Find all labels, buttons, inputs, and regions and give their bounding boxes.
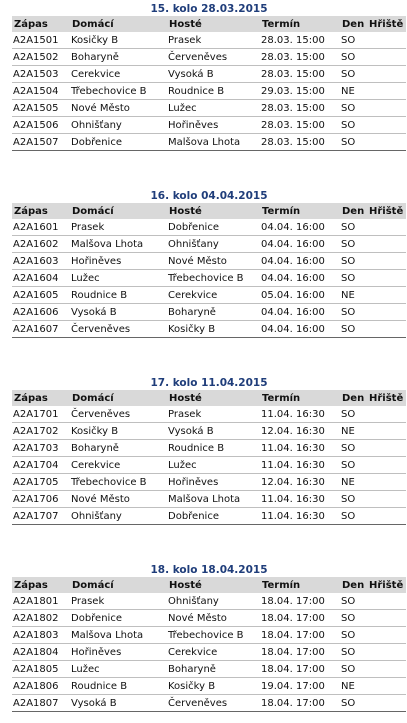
table-row [12,117,406,134]
date-time-cell: 04.04. 16:00 [260,321,340,338]
day-cell: SO [340,627,367,644]
away-team-cell: Třebechovice B [167,627,260,644]
date-time-cell: 28.03. 15:00 [260,49,340,66]
match-id-cell: A2A1807 [12,695,70,712]
venue-cell [367,457,406,474]
column-header-date: Termín [260,203,340,219]
round-title: 16. kolo 04.04.2015 [150,190,268,202]
away-team-cell: Prasek [167,32,260,49]
header-row [12,577,406,593]
column-header-home: Domácí [70,390,167,406]
venue-cell [367,406,406,423]
away-team-cell: Hořiněves [167,474,260,491]
date-time-cell: 18.04. 17:00 [260,627,340,644]
venue-cell [367,253,406,270]
day-cell: NE [340,83,367,100]
day-cell: SO [340,253,367,270]
date-time-cell: 18.04. 17:00 [260,644,340,661]
away-team-cell: Nové Město [167,253,260,270]
column-header-venue: Hřiště [367,203,406,219]
table-row [12,508,406,525]
table-row [12,610,406,627]
date-time-cell: 11.04. 16:30 [260,457,340,474]
away-team-cell: Malšova Lhota [167,134,260,151]
away-team-cell: Cerekvice [167,644,260,661]
match-id-cell: A2A1702 [12,423,70,440]
home-team-cell: Prasek [70,219,167,236]
column-header-venue: Hřiště [367,390,406,406]
match-id-cell: A2A1603 [12,253,70,270]
venue-cell [367,474,406,491]
column-header-home: Domácí [70,203,167,219]
away-team-cell: Cerekvice [167,287,260,304]
venue-cell [367,610,406,627]
home-team-cell: Ohnišťany [70,508,167,525]
table-row [12,491,406,508]
table-row [12,627,406,644]
match-id-cell: A2A1604 [12,270,70,287]
column-header-away: Hosté [167,16,260,32]
venue-cell [367,66,406,83]
home-team-cell: Třebechovice B [70,474,167,491]
table-row [12,695,406,712]
match-id-cell: A2A1502 [12,49,70,66]
away-team-cell: Červeněves [167,49,260,66]
date-time-cell: 18.04. 17:00 [260,593,340,610]
date-time-cell: 18.04. 17:00 [260,661,340,678]
column-header-match: Zápas [12,203,70,219]
day-cell: SO [340,406,367,423]
day-cell: SO [340,66,367,83]
venue-cell [367,695,406,712]
table-row [12,270,406,287]
day-cell: SO [340,236,367,253]
match-id-cell: A2A1601 [12,219,70,236]
match-id-cell: A2A1506 [12,117,70,134]
venue-cell [367,321,406,338]
match-id-cell: A2A1707 [12,508,70,525]
table-row [12,32,406,49]
column-header-home: Domácí [70,577,167,593]
column-header-day: Den [340,16,367,32]
venue-cell [367,678,406,695]
round-section [12,3,406,151]
venue-cell [367,440,406,457]
date-time-cell: 12.04. 16:30 [260,474,340,491]
column-header-venue: Hřiště [367,577,406,593]
home-team-cell: Boharyně [70,440,167,457]
match-id-cell: A2A1701 [12,406,70,423]
away-team-cell: Boharyně [167,661,260,678]
day-cell: SO [340,134,367,151]
venue-cell [367,236,406,253]
round-title: 15. kolo 28.03.2015 [150,3,268,15]
date-time-cell: 28.03. 15:00 [260,66,340,83]
match-id-cell: A2A1704 [12,457,70,474]
away-team-cell: Roudnice B [167,440,260,457]
home-team-cell: Lužec [70,661,167,678]
day-cell: NE [340,678,367,695]
date-time-cell: 18.04. 17:00 [260,695,340,712]
day-cell: SO [340,508,367,525]
home-team-cell: Dobřenice [70,134,167,151]
match-id-cell: A2A1606 [12,304,70,321]
table-row [12,134,406,151]
away-team-cell: Roudnice B [167,83,260,100]
header-row [12,16,406,32]
match-id-cell: A2A1504 [12,83,70,100]
column-header-match: Zápas [12,16,70,32]
header-row [12,203,406,219]
away-team-cell: Malšova Lhota [167,491,260,508]
match-id-cell: A2A1507 [12,134,70,151]
home-team-cell: Červeněves [70,406,167,423]
day-cell: SO [340,644,367,661]
day-cell: SO [340,440,367,457]
round-title: 17. kolo 11.04.2015 [150,377,268,389]
date-time-cell: 12.04. 16:30 [260,423,340,440]
away-team-cell: Dobřenice [167,508,260,525]
date-time-cell: 11.04. 16:30 [260,508,340,525]
round-section [12,564,406,712]
match-id-cell: A2A1706 [12,491,70,508]
table-row [12,457,406,474]
venue-cell [367,593,406,610]
home-team-cell: Prasek [70,593,167,610]
day-cell: SO [340,695,367,712]
away-team-cell: Nové Město [167,610,260,627]
table-row [12,474,406,491]
date-time-cell: 04.04. 16:00 [260,253,340,270]
table-row [12,253,406,270]
home-team-cell: Malšova Lhota [70,236,167,253]
day-cell: SO [340,117,367,134]
table-row [12,49,406,66]
column-header-away: Hosté [167,390,260,406]
day-cell: SO [340,49,367,66]
day-cell: SO [340,321,367,338]
match-id-cell: A2A1703 [12,440,70,457]
date-time-cell: 28.03. 15:00 [260,117,340,134]
column-header-day: Den [340,203,367,219]
column-header-day: Den [340,577,367,593]
home-team-cell: Vysoká B [70,695,167,712]
date-time-cell: 19.04. 17:00 [260,678,340,695]
away-team-cell: Ohnišťany [167,593,260,610]
home-team-cell: Kosičky B [70,423,167,440]
home-team-cell: Ohnišťany [70,117,167,134]
round-section [12,377,406,525]
date-time-cell: 11.04. 16:30 [260,406,340,423]
column-header-day: Den [340,390,367,406]
venue-cell [367,117,406,134]
venue-cell [367,304,406,321]
schedule-table [12,577,406,712]
table-row [12,236,406,253]
table-row [12,66,406,83]
home-team-cell: Roudnice B [70,287,167,304]
day-cell: SO [340,219,367,236]
venue-cell [367,508,406,525]
day-cell: NE [340,423,367,440]
venue-cell [367,134,406,151]
day-cell: SO [340,457,367,474]
day-cell: SO [340,100,367,117]
table-row [12,440,406,457]
away-team-cell: Hořiněves [167,117,260,134]
home-team-cell: Nové Město [70,491,167,508]
round-title: 18. kolo 18.04.2015 [150,564,268,576]
home-team-cell: Vysoká B [70,304,167,321]
header-row [12,390,406,406]
table-row [12,304,406,321]
away-team-cell: Ohnišťany [167,236,260,253]
table-row [12,219,406,236]
match-id-cell: A2A1802 [12,610,70,627]
table-row [12,644,406,661]
away-team-cell: Vysoká B [167,66,260,83]
date-time-cell: 04.04. 16:00 [260,219,340,236]
match-id-cell: A2A1607 [12,321,70,338]
table-row [12,593,406,610]
match-id-cell: A2A1505 [12,100,70,117]
date-time-cell: 11.04. 16:30 [260,491,340,508]
venue-cell [367,491,406,508]
column-header-home: Domácí [70,16,167,32]
away-team-cell: Červeněves [167,695,260,712]
away-team-cell: Prasek [167,406,260,423]
date-time-cell: 04.04. 16:00 [260,304,340,321]
table-row [12,321,406,338]
day-cell: SO [340,610,367,627]
column-header-date: Termín [260,390,340,406]
column-header-away: Hosté [167,203,260,219]
venue-cell [367,423,406,440]
venue-cell [367,49,406,66]
date-time-cell: 04.04. 16:00 [260,270,340,287]
away-team-cell: Kosičky B [167,678,260,695]
day-cell: SO [340,661,367,678]
venue-cell [367,32,406,49]
venue-cell [367,644,406,661]
column-header-match: Zápas [12,390,70,406]
day-cell: SO [340,32,367,49]
match-id-cell: A2A1805 [12,661,70,678]
table-row [12,83,406,100]
home-team-cell: Lužec [70,270,167,287]
table-row [12,287,406,304]
table-row [12,678,406,695]
date-time-cell: 29.03. 15:00 [260,83,340,100]
home-team-cell: Kosičky B [70,32,167,49]
home-team-cell: Malšova Lhota [70,627,167,644]
day-cell: SO [340,491,367,508]
schedule-table [12,203,406,338]
home-team-cell: Roudnice B [70,678,167,695]
home-team-cell: Nové Město [70,100,167,117]
match-id-cell: A2A1804 [12,644,70,661]
away-team-cell: Lužec [167,100,260,117]
home-team-cell: Hořiněves [70,644,167,661]
venue-cell [367,100,406,117]
round-section [12,190,406,338]
venue-cell [367,83,406,100]
column-header-away: Hosté [167,577,260,593]
match-id-cell: A2A1503 [12,66,70,83]
match-id-cell: A2A1801 [12,593,70,610]
match-id-cell: A2A1705 [12,474,70,491]
away-team-cell: Dobřenice [167,219,260,236]
date-time-cell: 11.04. 16:30 [260,440,340,457]
match-id-cell: A2A1501 [12,32,70,49]
date-time-cell: 28.03. 15:00 [260,134,340,151]
home-team-cell: Cerekvice [70,66,167,83]
match-id-cell: A2A1803 [12,627,70,644]
date-time-cell: 28.03. 15:00 [260,100,340,117]
date-time-cell: 04.04. 16:00 [260,236,340,253]
venue-cell [367,219,406,236]
venue-cell [367,627,406,644]
column-header-match: Zápas [12,577,70,593]
table-row [12,406,406,423]
date-time-cell: 05.04. 16:00 [260,287,340,304]
home-team-cell: Dobřenice [70,610,167,627]
home-team-cell: Červeněves [70,321,167,338]
column-header-date: Termín [260,577,340,593]
schedule-table [12,390,406,525]
day-cell: SO [340,304,367,321]
away-team-cell: Vysoká B [167,423,260,440]
day-cell: SO [340,270,367,287]
day-cell: NE [340,287,367,304]
venue-cell [367,270,406,287]
away-team-cell: Lužec [167,457,260,474]
home-team-cell: Boharyně [70,49,167,66]
away-team-cell: Třebechovice B [167,270,260,287]
home-team-cell: Třebechovice B [70,83,167,100]
match-id-cell: A2A1605 [12,287,70,304]
venue-cell [367,287,406,304]
day-cell: NE [340,474,367,491]
day-cell: SO [340,593,367,610]
away-team-cell: Boharyně [167,304,260,321]
schedule-table [12,16,406,151]
venue-cell [367,661,406,678]
date-time-cell: 18.04. 17:00 [260,610,340,627]
table-row [12,100,406,117]
table-row [12,423,406,440]
away-team-cell: Kosičky B [167,321,260,338]
match-id-cell: A2A1602 [12,236,70,253]
column-header-date: Termín [260,16,340,32]
date-time-cell: 28.03. 15:00 [260,32,340,49]
home-team-cell: Cerekvice [70,457,167,474]
table-row [12,661,406,678]
match-id-cell: A2A1806 [12,678,70,695]
home-team-cell: Hořiněves [70,253,167,270]
column-header-venue: Hřiště [367,16,406,32]
